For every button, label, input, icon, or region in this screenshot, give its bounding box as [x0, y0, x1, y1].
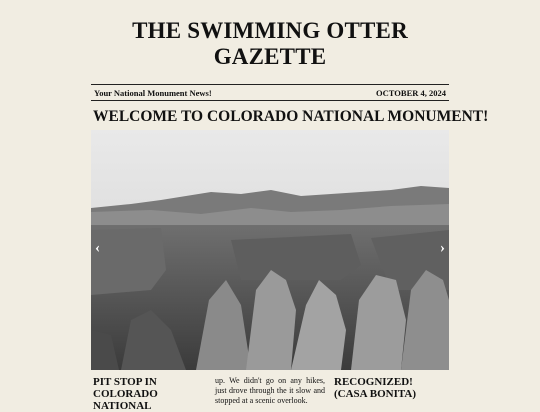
subline [94, 88, 446, 98]
article-heading-recognized[interactable]: RECOGNIZED! (CASA BONITA) [334, 376, 417, 400]
photo-slider[interactable] [91, 130, 449, 370]
page-headline: WELCOME TO COLORADO NATIONAL MONUMENT! [93, 108, 489, 125]
canyon-photo [91, 130, 449, 370]
previous-slide-icon[interactable]: ‹ [95, 240, 100, 256]
masthead-line-1: THE SWIMMING OTTER [132, 18, 408, 43]
issue-date: OCTOBER 4, 2024 [376, 88, 446, 98]
next-slide-icon[interactable]: › [440, 240, 445, 256]
article-heading-pit-stop[interactable]: PIT STOP IN COLORADO NATIONAL [93, 376, 158, 412]
divider-bottom [91, 100, 449, 101]
tagline: Your National Monument News! [94, 88, 212, 98]
divider-top [91, 84, 449, 85]
article-body-text: up. We didn't go on any hikes, just drove through the it slow and stopped at a scenic overlook. [215, 376, 325, 405]
masthead-line-2: GAZETTE [213, 44, 327, 69]
masthead [0, 18, 540, 70]
